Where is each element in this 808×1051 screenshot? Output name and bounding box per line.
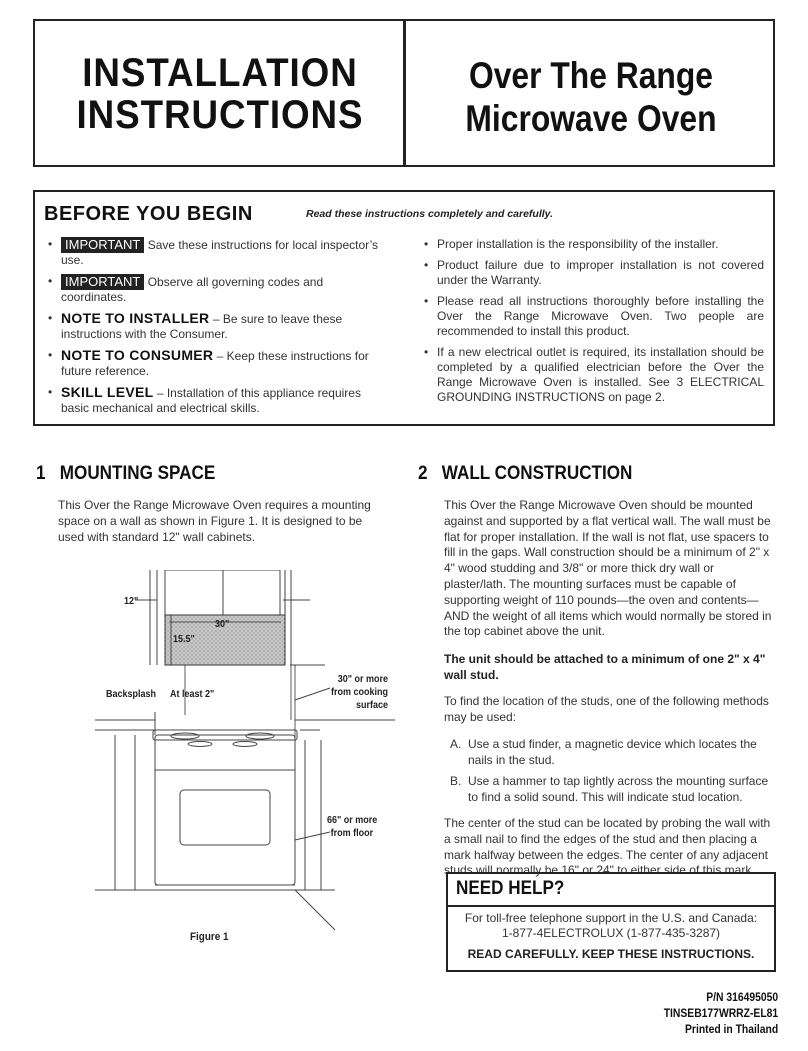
- dim-30-label: 30": [215, 619, 230, 630]
- backsplash-label: Backsplash: [106, 689, 157, 700]
- list-item: • NOTE TO CONSUMER – Keep these instructions for future reference.: [46, 348, 386, 379]
- important-badge: IMPORTANT: [61, 274, 144, 290]
- cooking-clearance-label: 30" or more from cooking surface: [331, 674, 389, 711]
- before-you-begin-left-list: [46, 237, 386, 422]
- note-to-installer-label: NOTE TO INSTALLER: [61, 310, 210, 326]
- note-to-consumer-label: NOTE TO CONSUMER: [61, 347, 214, 363]
- document-title: INSTALLATION INSTRUCTIONS: [76, 51, 364, 137]
- figure-caption: Figure 1: [190, 931, 229, 943]
- skill-level-label: SKILL LEVEL: [61, 384, 154, 400]
- section-2-body: [444, 498, 776, 890]
- important-badge: IMPORTANT: [61, 237, 144, 253]
- section-1-heading: 1 MOUNTING SPACE: [36, 463, 216, 484]
- support-phone: 1-877-4ELECTROLUX (1-877-435-3287): [501, 926, 721, 940]
- list-item: • Please read all instructions thoroughly before installing the Over the Range Microwave Oven. Two people are recommended to install this product.: [422, 294, 764, 339]
- list-item: • IMPORTANT Save these instructions for local inspector’s use.: [46, 237, 386, 268]
- stud-center-para: The center of the stud can be located by probing the wall with a small nail to find the edges of the stud and then placing a mark halfway between the edges. The center of any adjacent studs will normally be 16" or 24" to either side of this mark.: [444, 815, 771, 878]
- dim-12-label: 12": [124, 596, 139, 607]
- list-item: B. Use a hammer to tap lightly across the mounting surface to find a solid sound. This will indicate stud location.: [450, 774, 769, 805]
- need-help-title: NEED HELP?: [456, 878, 565, 899]
- before-you-begin-heading: BEFORE YOU BEGIN: [44, 203, 253, 225]
- footer-codes: [664, 990, 778, 1038]
- mounting-space-figure: [95, 570, 395, 960]
- list-item: • IMPORTANT Observe all governing codes and coordinates.: [46, 274, 386, 305]
- list-item: A. Use a stud finder, a magnetic device which locates the nails in the stud.: [450, 736, 757, 767]
- support-info: For toll-free telephone support in the U.S. and Canada: 1-877-4ELECTROLUX (1-877-435-3287): [446, 911, 776, 941]
- list-item: • Product failure due to improper installation is not covered under the Warranty.: [422, 258, 764, 288]
- dim-15-5-label: 15.5": [173, 634, 195, 645]
- section-2-heading: 2 WALL CONSTRUCTION: [418, 463, 633, 484]
- section-1-body: This Over the Range Microwave Oven requires a mounting space on a wall as shown in Figure 1. It is designed to be used with standard 12" wall cabinets.: [58, 498, 371, 544]
- stud-methods-intro: To find the location of the studs, one of the following methods may be used:: [444, 694, 769, 724]
- before-you-begin-subheading: Read these instructions completely and carefully.: [306, 208, 554, 220]
- list-item: • NOTE TO INSTALLER – Be sure to leave these instructions with the Consumer.: [46, 311, 386, 342]
- before-you-begin-right-list: [422, 237, 764, 411]
- wall-construction-para: This Over the Range Microwave Oven should be mounted against and supported by a flat vertical wall. The wall must be flat for proper installation. If the wall is not flat, use spacers to fill in the gaps. Wall construction should be a minimum of 2" x 4" wood studding and 3/8" or more thick dry wall or plaster/lath. The mounting surfaces must be capable of supporting weight of 110 pounds—the oven and contents—AND the weight of all items which would normally be stored in the top cabinet above the unit.: [444, 498, 772, 639]
- document-code: TINSEB177WRRZ-EL81: [663, 1008, 778, 1020]
- header-divider: [403, 19, 406, 167]
- product-title: Over The Range Microwave Oven: [465, 55, 717, 139]
- floor-clearance-label: 66" or more from floor: [327, 815, 378, 839]
- stud-requirement-note: The unit should be attached to a minimum of one 2" x 4" wall stud.: [444, 652, 766, 683]
- list-item: • Proper installation is the responsibility of the installer.: [422, 237, 764, 252]
- read-carefully-note: READ CAREFULLY. KEEP THESE INSTRUCTIONS.: [467, 947, 755, 961]
- at-least-2-label: At least 2": [170, 689, 215, 700]
- printed-in: Printed in Thailand: [684, 1024, 778, 1036]
- part-number: P/N 316495050: [706, 992, 778, 1004]
- need-help-divider: [446, 905, 776, 907]
- list-item: • SKILL LEVEL – Installation of this appliance requires basic mechanical and electrical skills.: [46, 385, 386, 416]
- stud-methods-list: [444, 737, 776, 806]
- list-item: • If a new electrical outlet is required, its installation should be completed by a qualified electrician before the Over the Range Microwave Oven is installed. See 3 ELECTRICAL GROUNDING INSTRUCTIONS on page 2.: [422, 345, 764, 405]
